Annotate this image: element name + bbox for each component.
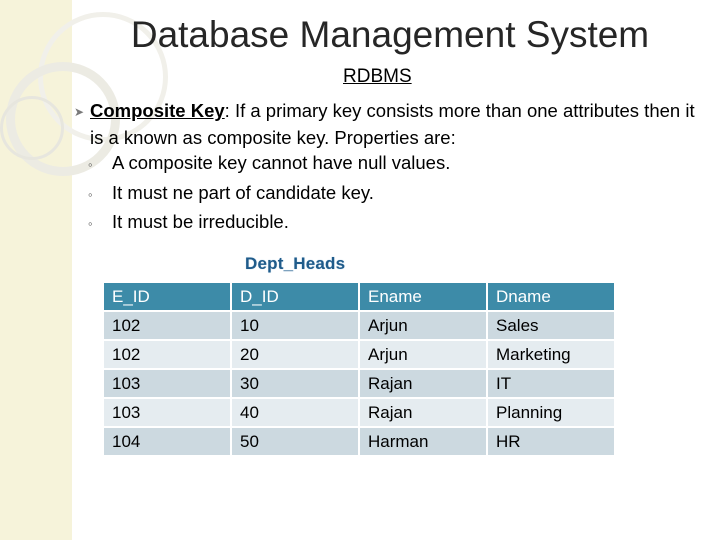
table-cell: 102 xyxy=(103,311,231,340)
ring-bullet-icon: ◦ xyxy=(88,216,93,231)
table-row xyxy=(103,398,615,427)
column-header: Ename xyxy=(359,282,487,311)
table-caption: Dept_Heads xyxy=(245,254,346,273)
slide-subtitle: RDBMS xyxy=(343,66,412,87)
properties-list xyxy=(88,148,450,237)
table-cell: 102 xyxy=(103,340,231,369)
table-cell: Marketing xyxy=(487,340,615,369)
table-cell: Arjun xyxy=(359,311,487,340)
table-cell: 50 xyxy=(231,427,359,456)
decorative-ring xyxy=(0,96,64,160)
table-cell: 30 xyxy=(231,369,359,398)
table-row xyxy=(103,427,615,456)
list-item: ◦ A composite key cannot have null values. xyxy=(88,148,450,178)
arrow-bullet-icon: ➤ xyxy=(74,105,85,119)
table-row xyxy=(103,369,615,398)
column-header: Dname xyxy=(487,282,615,311)
table-cell: HR xyxy=(487,427,615,456)
list-item: ◦ It must ne part of candidate key. xyxy=(88,178,450,208)
table-cell: Arjun xyxy=(359,340,487,369)
key-term: Composite Key xyxy=(90,100,225,121)
table-cell: 103 xyxy=(103,398,231,427)
table-row xyxy=(103,311,615,340)
table-cell: Rajan xyxy=(359,369,487,398)
table-cell: Harman xyxy=(359,427,487,456)
ring-bullet-icon: ◦ xyxy=(88,186,93,202)
table-cell: 20 xyxy=(231,340,359,369)
column-header: D_ID xyxy=(231,282,359,311)
slide-title: Database Management System xyxy=(130,14,650,55)
definition-text: : If a primary key consists more than one attributes then it is a known as composite key. Properties are: xyxy=(90,100,695,148)
table-cell: Planning xyxy=(487,398,615,427)
column-header: E_ID xyxy=(103,282,231,311)
ring-bullet-icon: ◦ xyxy=(88,157,93,172)
table-header-row xyxy=(103,282,615,311)
dept-heads-table xyxy=(102,281,616,457)
table-cell: 40 xyxy=(231,398,359,427)
table-cell: Sales xyxy=(487,311,615,340)
list-item: ◦ It must be irreducible. xyxy=(88,207,450,237)
table-cell: 10 xyxy=(231,311,359,340)
table-cell: 104 xyxy=(103,427,231,456)
table-cell: IT xyxy=(487,369,615,398)
composite-key-definition xyxy=(76,97,706,151)
table-cell: Rajan xyxy=(359,398,487,427)
table-cell: 103 xyxy=(103,369,231,398)
table-row xyxy=(103,340,615,369)
